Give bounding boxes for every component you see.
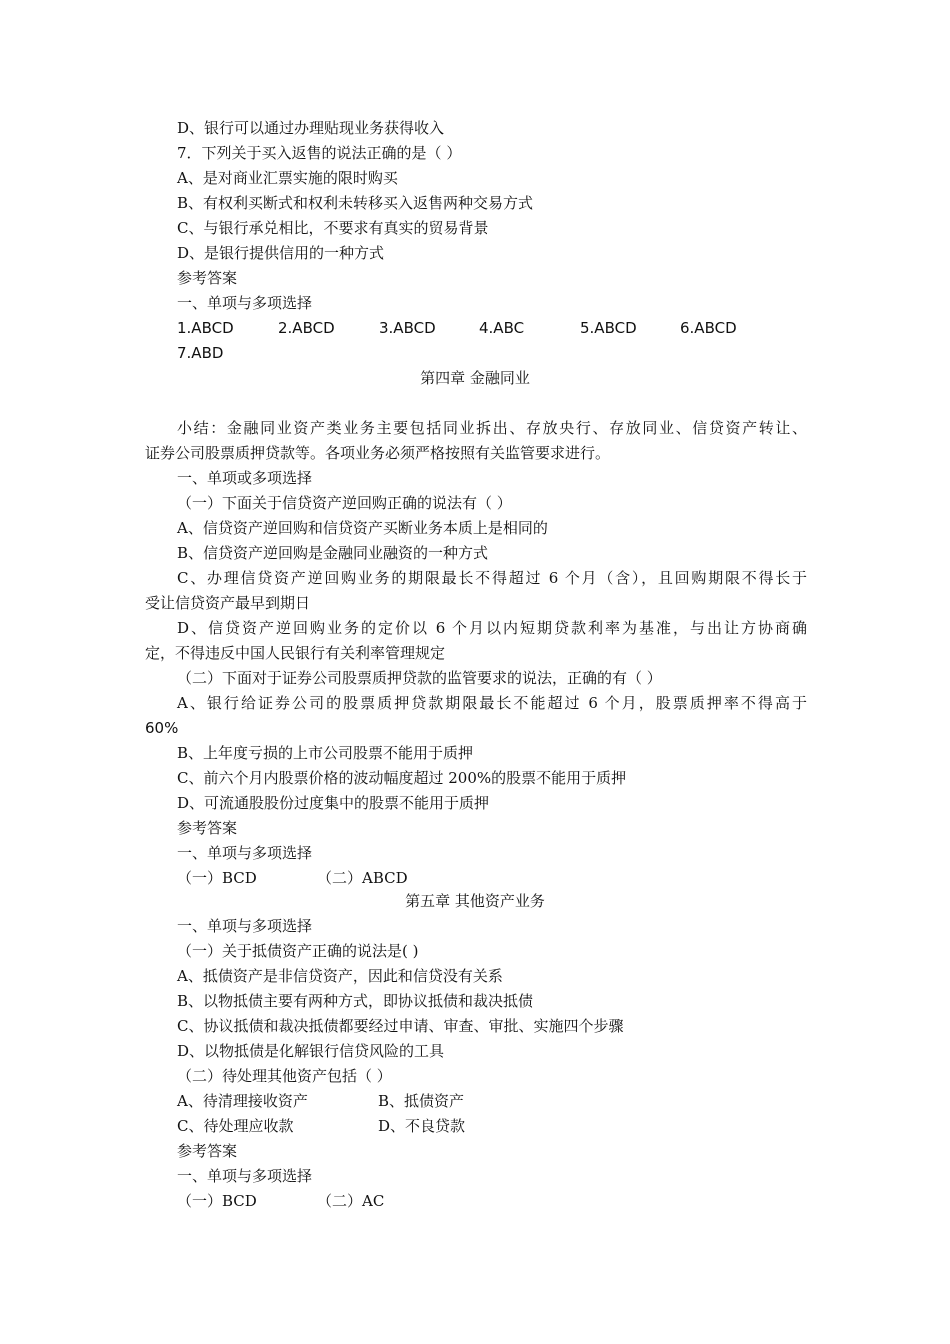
chapter-5-section: 一、单项与多项选择 bbox=[177, 917, 313, 935]
chapter-5-title: 第五章 其他资产业务 bbox=[405, 892, 545, 910]
chapter-5-answer-section: 一、单项与多项选择 bbox=[177, 1167, 313, 1185]
chapter-4-q1-option-a: A、信贷资产逆回购和信贷资产买断业务本质上是相同的 bbox=[177, 519, 548, 537]
answer-item: 6.ABCD bbox=[680, 319, 737, 337]
chapter-4-question-2: （二）下面对于证券公司股票质押贷款的监管要求的说法，正确的有（ ） bbox=[177, 669, 662, 687]
answer-row bbox=[177, 316, 807, 341]
answer-item: 2.ABCD bbox=[278, 319, 335, 337]
answer-item: 3.ABCD bbox=[379, 319, 436, 337]
chapter-4-q1-option-c-cont: 受让信贷资产最早到期日 bbox=[145, 594, 311, 612]
question-7-option-a: A、是对商业汇票实施的限时购买 bbox=[177, 169, 398, 187]
answer-item: 7.ABD bbox=[177, 344, 224, 362]
chapter-4-q1-option-d-cont: 定，不得违反中国人民银行有关利率管理规定 bbox=[145, 644, 446, 662]
chapter-5-q2-options-row-2 bbox=[177, 1114, 807, 1139]
chapter-5-q1-option-a: A、抵债资产是非信贷资产，因此和信贷没有关系 bbox=[177, 967, 503, 985]
question-7: 7．下列关于买入返售的说法正确的是（ ） bbox=[177, 144, 462, 162]
answer-item: （一）BCD bbox=[177, 869, 257, 887]
chapter-4-title: 第四章 金融同业 bbox=[420, 369, 530, 387]
chapter-4-question-1: （一）下面关于信贷资产逆回购正确的说法有（ ） bbox=[177, 494, 512, 512]
question-7-option-b: B、有权利买断式和权利未转移买入返售两种交易方式 bbox=[177, 194, 534, 212]
chapter-4-q2-option-b: B、上年度亏损的上市公司股票不能用于质押 bbox=[177, 744, 474, 762]
chapter-4-q1-option-b: B、信贷资产逆回购是金融同业融资的一种方式 bbox=[177, 544, 489, 562]
answer-item: （二）ABCD bbox=[317, 869, 408, 887]
chapter-5-answer-title: 参考答案 bbox=[177, 1142, 238, 1160]
chapter-4-summary: 小结：金融同业资产类业务主要包括同业拆出、存放央行、存放同业、信贷资产转让、 bbox=[177, 419, 807, 437]
chapter-5-question-2: （二）待处理其他资产包括（ ） bbox=[177, 1067, 392, 1085]
answer-section: 一、单项与多项选择 bbox=[177, 294, 313, 312]
chapter-5-q1-option-b: B、以物抵债主要有两种方式，即协议抵债和裁决抵债 bbox=[177, 992, 534, 1010]
chapter-5-q1-option-c: C、协议抵债和裁决抵债都要经过申请、审查、审批、实施四个步骤 bbox=[177, 1017, 624, 1035]
chapter-4-q2-option-a: A、银行给证券公司的股票质押贷款期限最长不能超过 6 个月，股票质押率不得高于 bbox=[177, 694, 807, 712]
chapter-5-q2-option-b: B、抵债资产 bbox=[378, 1092, 465, 1110]
chapter-5-question-1: （一）关于抵债资产正确的说法是( ) bbox=[177, 942, 419, 960]
chapter-5-q2-options-row-1 bbox=[177, 1089, 807, 1114]
chapter-4-q2-option-a-cont: 60% bbox=[145, 719, 179, 737]
chapter-4-q2-option-c: C、前六个月内股票价格的波动幅度超过 200%的股票不能用于质押 bbox=[177, 769, 627, 787]
chapter-5-answer-row bbox=[177, 1189, 807, 1214]
chapter-4-section: 一、单项或多项选择 bbox=[177, 469, 313, 487]
answer-title: 参考答案 bbox=[177, 269, 238, 287]
chapter-4-q2-option-d: D、可流通股股份过度集中的股票不能用于质押 bbox=[177, 794, 490, 812]
chapter-5-q2-option-a: A、待清理接收资产 bbox=[177, 1092, 308, 1110]
chapter-4-q1-option-c: C、办理信贷资产逆回购业务的期限最长不得超过 6 个月（含），且回购期限不得长于 bbox=[177, 569, 807, 587]
question-7-option-c: C、与银行承兑相比，不要求有真实的贸易背景 bbox=[177, 219, 489, 237]
question-7-option-d: D、是银行提供信用的一种方式 bbox=[177, 244, 385, 262]
chapter-4-answer-title: 参考答案 bbox=[177, 819, 238, 837]
chapter-5-q2-option-c: C、待处理应收款 bbox=[177, 1117, 294, 1135]
chapter-5-q1-option-d: D、以物抵债是化解银行信贷风险的工具 bbox=[177, 1042, 445, 1060]
answer-item: （二）AC bbox=[317, 1192, 385, 1210]
chapter-4-answer-row bbox=[177, 866, 807, 891]
chapter-4-summary-cont: 证券公司股票质押贷款等。各项业务必须严格按照有关监管要求进行。 bbox=[145, 444, 611, 462]
chapter-4-answer-section: 一、单项与多项选择 bbox=[177, 844, 313, 862]
answer-item: （一）BCD bbox=[177, 1192, 257, 1210]
chapter-5-q2-option-d: D、不良贷款 bbox=[378, 1117, 466, 1135]
answer-item: 5.ABCD bbox=[580, 319, 637, 337]
answer-item: 1.ABCD bbox=[177, 319, 234, 337]
chapter-4-q1-option-d: D、信贷资产逆回购业务的定价以 6 个月以内短期贷款利率为基准，与出让方协商确 bbox=[177, 619, 807, 637]
question-6-option-d: D、银行可以通过办理贴现业务获得收入 bbox=[177, 119, 445, 137]
answer-item: 4.ABC bbox=[479, 319, 525, 337]
